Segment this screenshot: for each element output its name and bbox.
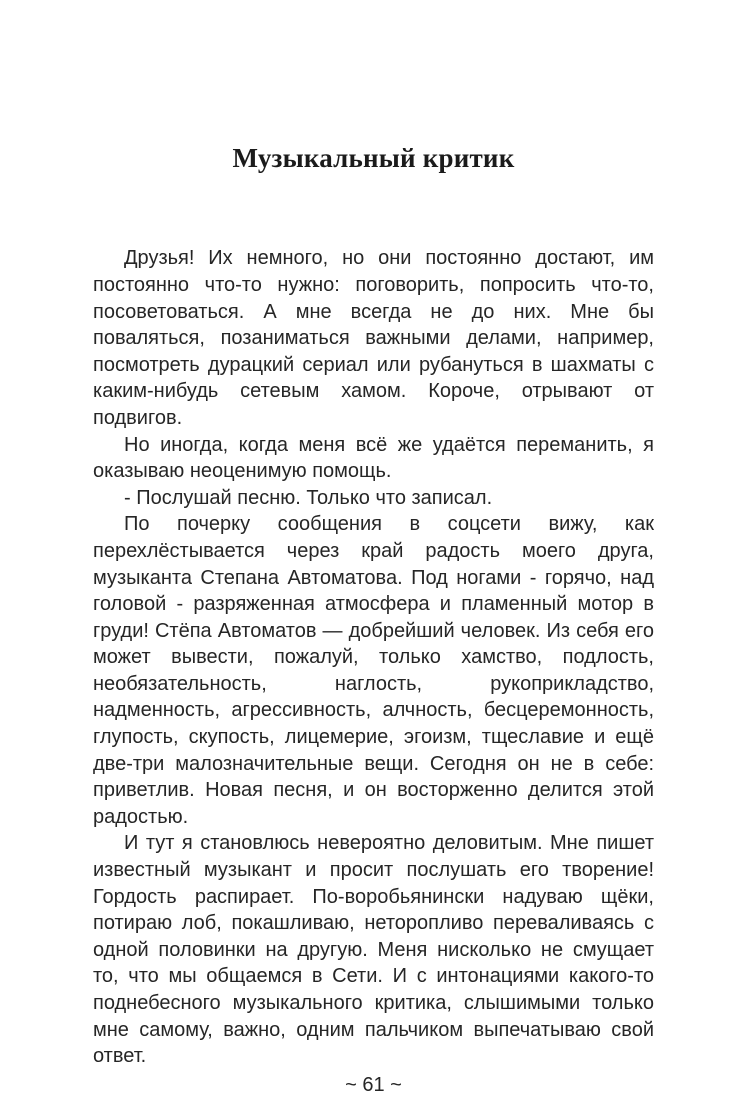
page-title: Музыкальный критик (232, 143, 515, 173)
document-body (93, 245, 654, 1069)
paragraph-2: Но иногда, когда меня всё же удаётся переманить, я оказываю неоценимую помощь. (93, 433, 654, 483)
paragraph-4: По почерку сообщения в соцсети вижу, как перехлёстывается через край радость моего друга, музыканта Степана Автоматова. Под ногами - горячо, над головой - разряженная атмосфера и пламенный мотор в груди! Стёпа Автоматов — добрейший человек. Из себя его может вывести, пожалуй, только хамство, подлость, необязательность, наглость, рукоприкладство, надменность, агрессивность, алчность, бесцеремонность, глупость, скупость, лицемерие, эгоизм, тщеславие и ещё две-три малозначительные вещи. Сегодня он не в себе: приветлив. Новая песня, и он восторженно делится этой радостью. (93, 513, 654, 828)
paragraph-1: Друзья! Их немного, но они постоянно достают, им постоянно что-то нужно: поговорить, попросить что-то, посоветоваться. А мне всегда не до них. Мне бы поваляться, позаниматься важными делами, например, посмотреть дурацкий сериал или рубануться в шахматы с каким-нибудь сетевым хамом. Короче, отрывают от подвигов. (93, 247, 654, 429)
page-number: ~ 61 ~ (345, 1073, 402, 1096)
paragraph-3-dialogue-line: - Послушай песню. Только что записал. (124, 486, 493, 509)
paragraph-5: И тут я становлюсь невероятно деловитым. Мне пишет известный музыкант и просит послушать его творение! Гордость распирает. По-воробьянински надуваю щёки, потираю лоб, покашливаю, неторопливо переваливаясь с одной половинки на другую. Меня нисколько не смущает то, что мы общаемся в Сети. И с интонациями какого-то поднебесного музыкального критика, слышимыми только мне самому, важно, одним пальчиком выпечатываю свой ответ. (93, 832, 654, 1068)
